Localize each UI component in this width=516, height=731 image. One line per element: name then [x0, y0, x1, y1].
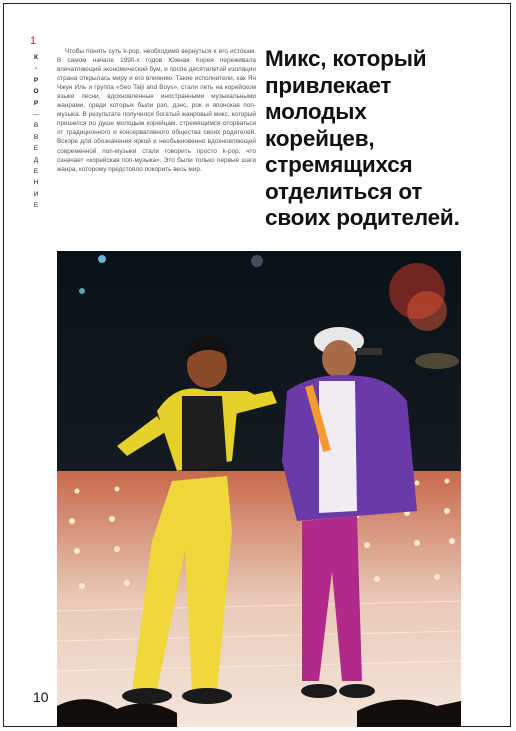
chapter-label-letter: И	[33, 190, 39, 198]
page-number: 10	[33, 689, 49, 705]
headline: Микс, который привлекает молодых корейцев, стремящихся отделиться от своих родителей.	[265, 46, 460, 230]
chapter-label-letter: Е	[33, 202, 39, 210]
concert-photo-illustration	[57, 251, 461, 727]
chapter-label-letter: P	[33, 99, 39, 107]
concert-photo	[57, 251, 461, 727]
chapter-label-letter: В	[33, 133, 39, 141]
chapter-label-letter: Н	[33, 179, 39, 187]
chapter-label-letter: P	[33, 76, 39, 84]
chapter-label-letter: В	[33, 122, 39, 130]
body-paragraph: Чтобы понять суть k-pop, необходимо вернуться к его истокам. В самом начале 1990-х годов Южная Корея переживала впечатляющий экономический бум, и после десятилетий изоляции страна открылась миру и его влиянию. Такие исполнители, как Ян Чжун Иль и группа «Seo Taiji and Boys», стали петь на корейском языке песни, вдохновленные иностранными музыкальными жанрами, среди которых были рэп, дэнс, рок и японская поп-музыка. В результате получился богатый жанровый микс, который пришелся по душе молодым корейцам, стремящимся оторваться от традиционного и консервативного общества своих родителей. Вскоре для обозначения яркой и необыкновенно вдохновляющей современной поп-музыки стали говорить просто k-pop, что означает «корейская поп-музыка». Это были только первые шаги жанра, которому предстояло покорить весь мир.	[57, 48, 256, 173]
chapter-label-letter: O	[33, 88, 39, 96]
chapter-label-letter: К	[34, 54, 38, 61]
chapter-label-letter: Е	[33, 168, 39, 176]
chapter-label-letter: —	[32, 111, 40, 119]
chapter-label-letter: Д	[33, 156, 39, 164]
chapter-number: 1	[30, 35, 37, 47]
chapter-label-letter: -	[34, 65, 38, 73]
chapter-label	[31, 52, 41, 212]
chapter-label-letter: Е	[33, 145, 39, 153]
